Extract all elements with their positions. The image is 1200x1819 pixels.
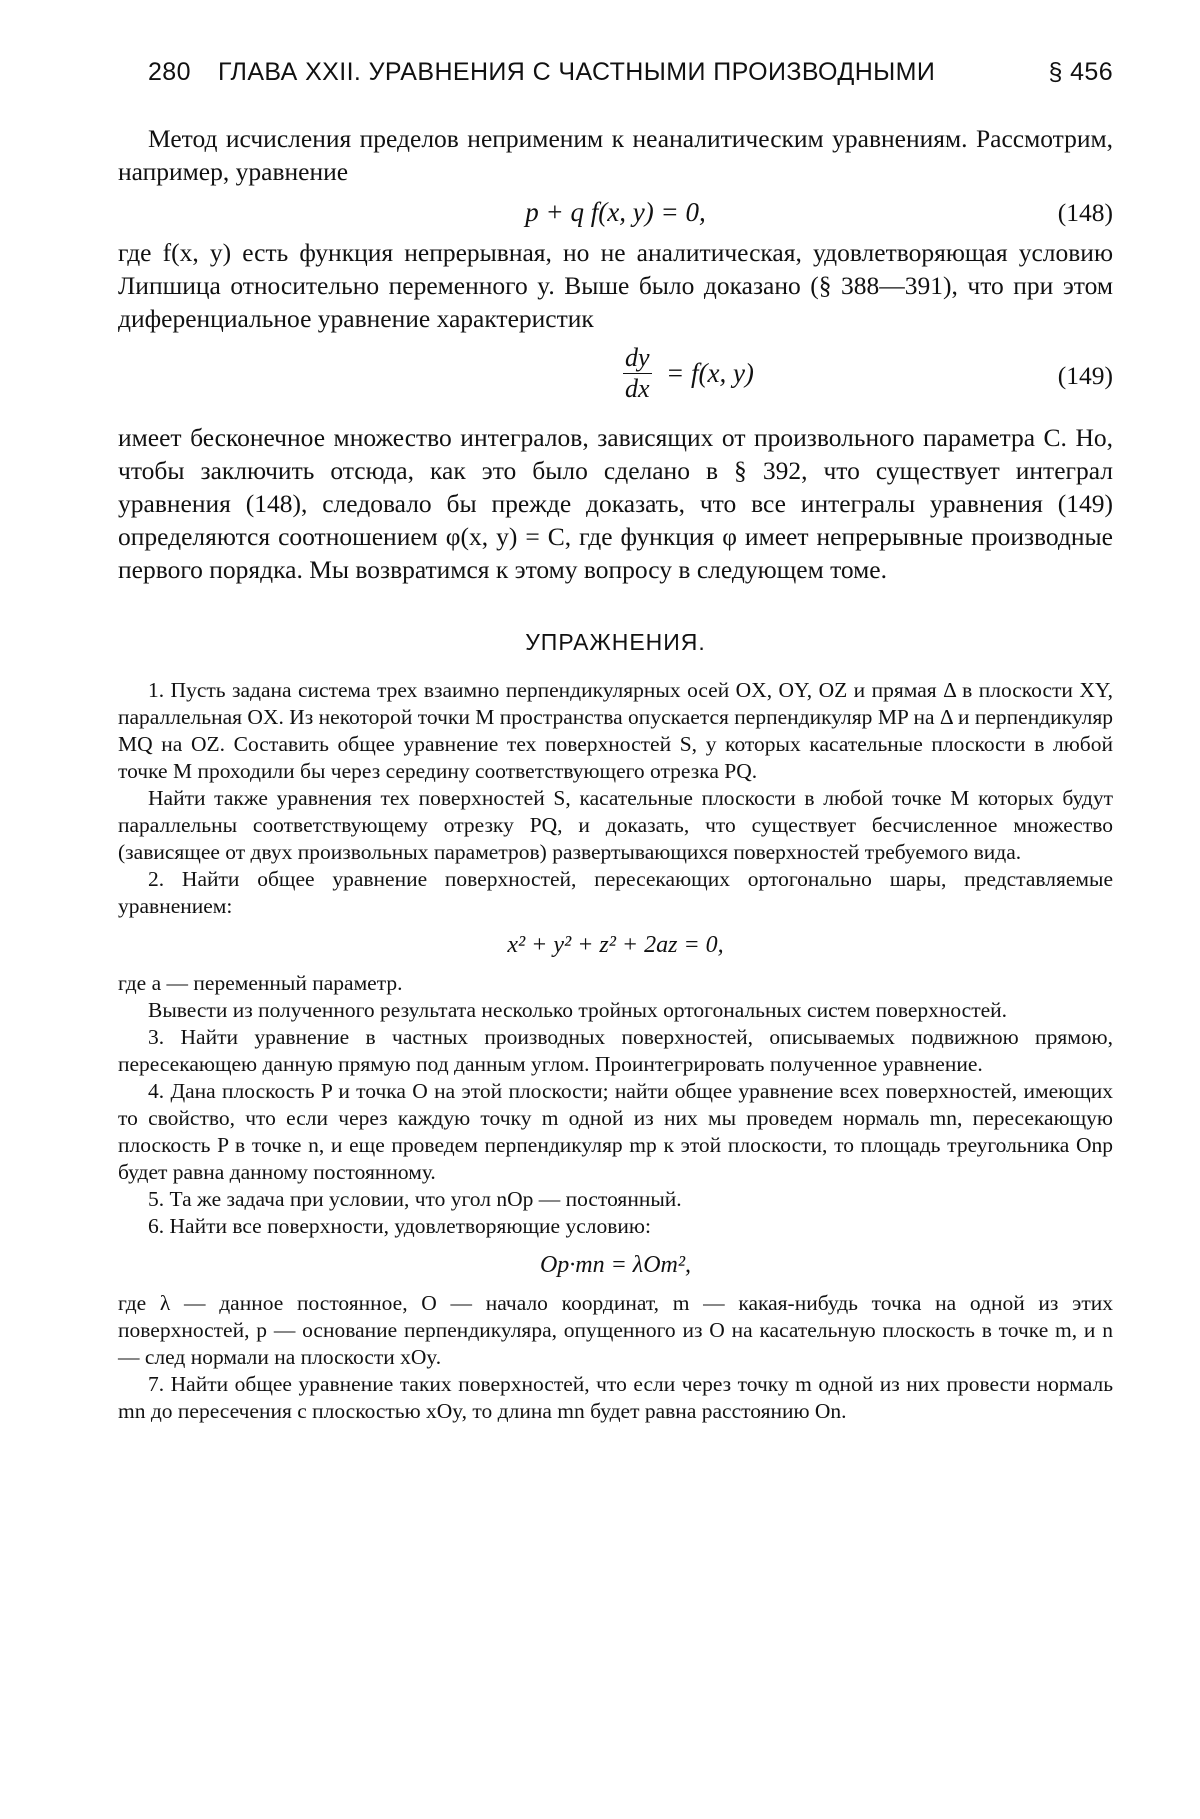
equation-149-fraction — [623, 343, 652, 404]
exercises-list — [118, 677, 1113, 1425]
running-header — [148, 58, 1113, 94]
exercise-2-note: где a — переменный параметр. — [118, 970, 1113, 997]
main-text — [118, 122, 1113, 1425]
exercise-2-equation: x² + y² + z² + 2az = 0, — [118, 920, 1113, 970]
paragraph-2: где f(x, y) есть функция непрерывная, но не аналитическая, удовлетворяющая условию Липшица относительно переменного y. Выше было доказано (§ 388—391), что при этом диференциальное уравнение характеристик — [118, 236, 1113, 335]
exercise-6: 6. Найти все поверхности, удовлетворяющие условию: — [118, 1213, 1113, 1240]
exercise-5: 5. Та же задача при условии, что угол nOp — постоянный. — [118, 1186, 1113, 1213]
exercise-2-task: Вывести из полученного результата несколько тройных ортогональных систем поверхностей. — [118, 997, 1113, 1024]
book-page — [0, 0, 1200, 1819]
page-number: 280 — [148, 58, 191, 87]
equation-148-expression: p + q f(x, y) = 0, — [118, 196, 1113, 229]
equation-149-rhs: = f(x, y) — [666, 357, 754, 390]
exercise-1-part-2: Найти также уравнения тех поверхностей S, касательные плоскости в любой точке M которых будут параллельны соответствующему отрезку PQ, и доказать, что существует бесчисленное множество (зависящее от двух произвольных параметров) развертывающихся поверхностей требуемого вида. — [118, 785, 1113, 866]
equation-149-denominator: dx — [623, 374, 652, 404]
exercise-4: 4. Дана плоскость P и точка O на этой плоскости; найти общее уравнение всех поверхностей, имеющих то свойство, что если через каждую точку m одной из них мы проведем нормаль mn, пересекающую плоскость P в точке n, и еще проведем перпендикуляр mp к этой плоскости, то площадь треугольника Onp будет равна данному постоянному. — [118, 1078, 1113, 1186]
paragraph-3: имеет бесконечное множество интегралов, зависящих от произвольного параметра C. Но, чтобы заключить отсюда, как это было сделано в § 392, что существует интеграл уравнения (148), следовало бы прежде доказать, что все интегралы уравнения (149) определяются соотношением φ(x, y) = C, где функция φ имеет непрерывные производные первого порядка. Мы возвратимся к этому вопросу в следующем томе. — [118, 421, 1113, 586]
chapter-title: ГЛАВА XXII. УРАВНЕНИЯ С ЧАСТНЫМИ ПРОИЗВОДНЫМИ — [218, 58, 935, 87]
exercise-6-note: где λ — данное постоянное, O — начало координат, m — какая-нибудь точка на одной из этих поверхностей, p — основание перпендикуляра, опущенного из O на касательную плоскость в точке m, и n — след нормали на плоскости xOy. — [118, 1290, 1113, 1371]
exercises-heading: УПРАЖНЕНИЯ. — [118, 626, 1113, 659]
equation-148-number: (148) — [1058, 196, 1113, 229]
equation-149-number: (149) — [1058, 359, 1113, 392]
exercise-3: 3. Найти уравнение в частных производных поверхностей, описываемых подвижною прямою, пересекающею данную прямую под данным углом. Проинтегрировать полученное уравнение. — [118, 1024, 1113, 1078]
exercise-2: 2. Найти общее уравнение поверхностей, пересекающих ортогонально шары, представляемые уравнением: — [118, 866, 1113, 920]
equation-149 — [118, 335, 1113, 421]
section-number: § 456 — [1048, 58, 1113, 87]
exercise-7: 7. Найти общее уравнение таких поверхностей, что если через точку m одной из них провести нормаль mn до пересечения с плоскостью xOy, то длина mn будет равна расстоянию On. — [118, 1371, 1113, 1425]
equation-149-numerator: dy — [623, 343, 652, 374]
exercise-1: 1. Пусть задана система трех взаимно перпендикулярных осей OX, OY, OZ и прямая Δ в плоскости XY, параллельная OX. Из некоторой точки M пространства опускается перпендикуляр MP на Δ и перпендикуляр MQ на OZ. Составить общее уравнение тех поверхностей S, у которых касательные плоскости в любой точке M проходили бы через середину соответствующего отрезка PQ. — [118, 677, 1113, 785]
equation-148 — [118, 188, 1113, 236]
exercise-6-equation: Op·mn = λOm², — [118, 1240, 1113, 1290]
intro-paragraph: Метод исчисления пределов неприменим к неаналитическим уравнениям. Рассмотрим, например, уравнение — [118, 122, 1113, 188]
